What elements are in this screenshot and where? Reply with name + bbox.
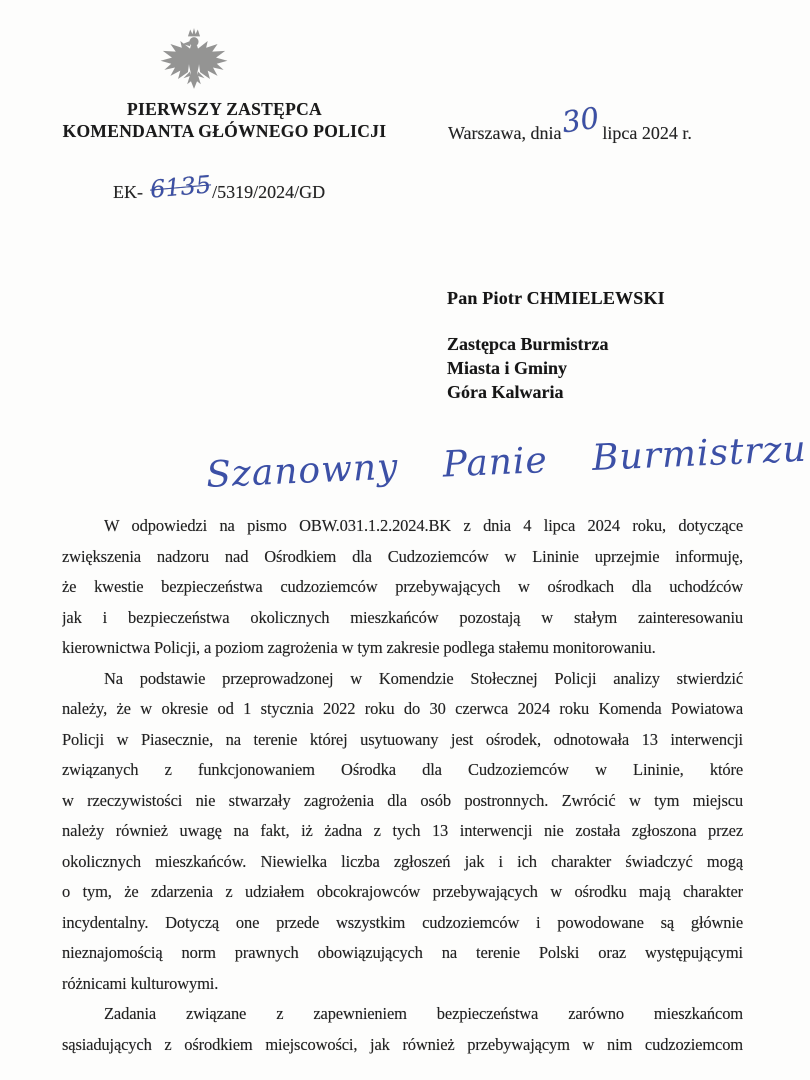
body-line: zwiększenia nadzoru nad Ośrodkiem dla Cudzoziemców w Lininie uprzejmie informuję, bbox=[62, 546, 743, 566]
body-line: nieznajomością norm prawnych obowiązujących na terenie Polski oraz występującymi bbox=[62, 943, 743, 962]
place-date-prefix: Warszawa, dnia bbox=[448, 123, 562, 143]
body-line: Zadania związane z zapewnieniem bezpieczeństwa zarówno mieszkańcom bbox=[104, 1004, 743, 1023]
body-line: kierownictwa Policji, a poziom zagrożenia w tym zakresie podlega stałemu monitorowaniu. bbox=[62, 638, 656, 657]
reference-number-line bbox=[113, 170, 326, 204]
recipient-name: Pan Piotr CHMIELEWSKI bbox=[447, 288, 665, 308]
ref-prefix: EK- bbox=[113, 182, 143, 202]
body-line: Policji w Piasecznie, na terenie której usytuowany jest ośrodek, odnotowała 13 interwencji bbox=[62, 729, 743, 749]
body-line: związanych z funkcjonowaniem Ośrodka dla Cudzoziemców w Lininie, które bbox=[62, 760, 743, 779]
recipient-title-line3: Góra Kalwaria bbox=[447, 382, 564, 402]
body-line: należy, że w okresie od 1 stycznia 2022 roku do 30 czerwca 2024 roku Komenda Powiatowa bbox=[62, 699, 743, 718]
body-line: jak i bezpieczeństwa okolicznych mieszkańców pozostają w stałym zainteresowaniu bbox=[62, 607, 743, 627]
handwritten-date-day: 30 bbox=[559, 100, 601, 140]
recipient-title-line1: Zastępca Burmistrza bbox=[447, 334, 609, 354]
letter-body bbox=[62, 511, 743, 1060]
body-line: o tym, że zdarzenia z udziałem obcokrajowców przebywających w ośrodku mają charakter bbox=[62, 882, 743, 901]
body-line: należy również uwagę na fakt, iż żadna z tych 13 interwencji nie została zgłoszona przez bbox=[62, 821, 743, 840]
body-line: W odpowiedzi na pismo OBW.031.1.2.2024.BK z dnia 4 lipca 2024 roku, dotyczące bbox=[104, 516, 743, 535]
place-date-line bbox=[448, 100, 692, 144]
body-line: Na podstawie przeprowadzonej w Komendzie Stołecznej Policji analizy stwierdzić bbox=[104, 668, 743, 688]
recipient-block bbox=[447, 288, 665, 404]
body-line: sąsiadujących z ośrodkiem miejscowości, jak również przebywającym w nim cudzoziemcom bbox=[62, 1034, 743, 1054]
handwritten-ref-number: 6135 bbox=[148, 170, 213, 204]
body-line: w rzeczywistości nie stwarzały zagrożenia dla osób postronnych. Zwrócić w tym miejscu bbox=[62, 790, 743, 810]
polish-eagle-emblem bbox=[156, 26, 232, 100]
place-date-suffix: lipca 2024 r. bbox=[602, 123, 692, 143]
sender-title-line1: PIERWSZY ZASTĘPCA bbox=[127, 99, 322, 119]
handwritten-salutation: Szanowny Panie Burmistrzu bbox=[205, 428, 808, 496]
ref-suffix: /5319/2024/GD bbox=[212, 182, 326, 202]
recipient-titles bbox=[447, 332, 665, 404]
recipient-title-line2: Miasta i Gminy bbox=[447, 358, 567, 378]
sender-title-line2: KOMENDANTA GŁÓWNEGO POLICJI bbox=[62, 121, 387, 141]
body-line: że kwestie bezpieczeństwa cudzoziemców przebywających w ośrodkach dla uchodźców bbox=[62, 577, 743, 596]
body-line: różnicami kulturowymi. bbox=[62, 973, 219, 993]
body-line: incydentalny. Dotyczą one przede wszystkim cudzoziemców i powodowane są głównie bbox=[62, 912, 743, 932]
sender-block bbox=[52, 98, 397, 142]
body-line: okolicznych mieszkańców. Niewielka liczba zgłoszeń jak i ich charakter świadczyć mogą bbox=[62, 851, 743, 871]
